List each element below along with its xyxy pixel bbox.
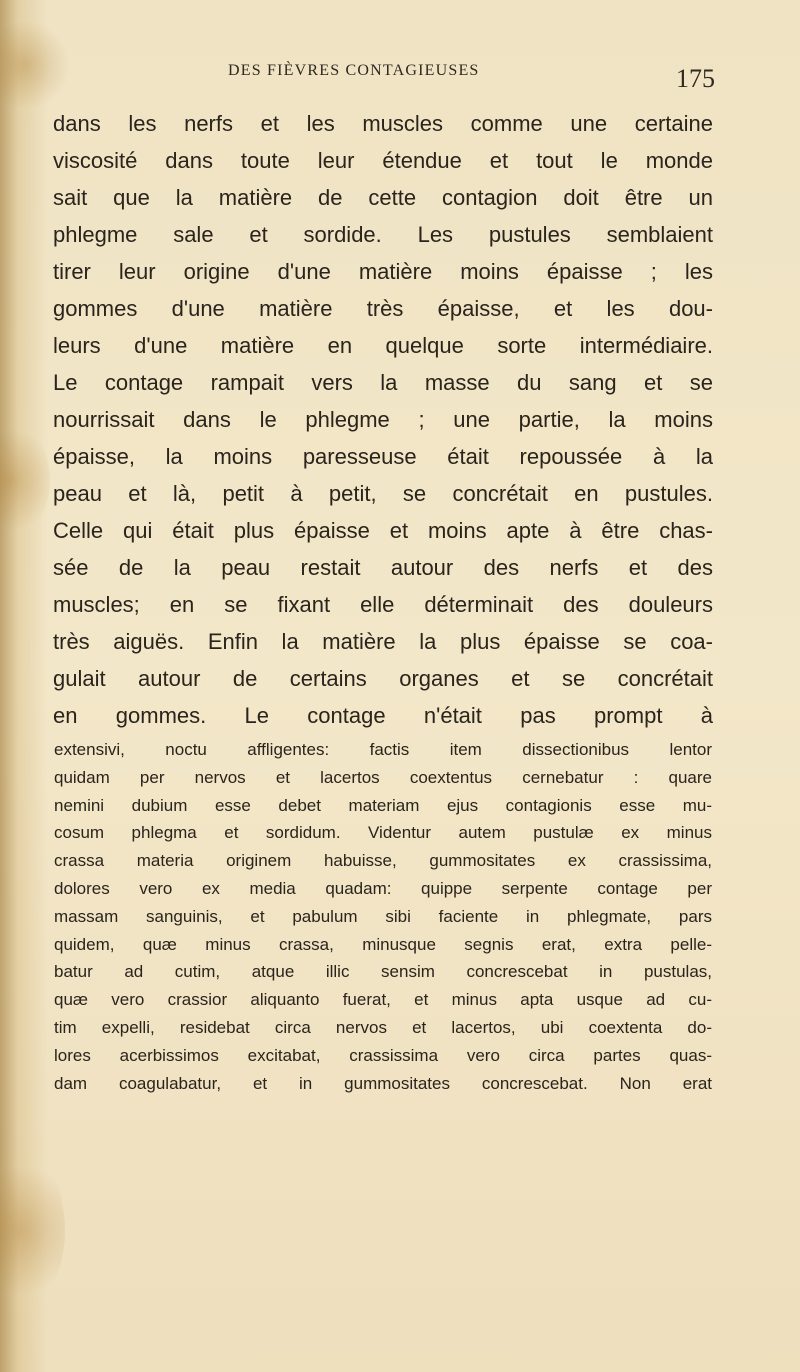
text-line: dans les nerfs et les muscles comme une certaine xyxy=(53,111,713,136)
running-title: DES FIÈVRES CONTAGIEUSES xyxy=(228,62,480,79)
latin-footnote xyxy=(54,736,712,1097)
paper-stain xyxy=(0,20,70,110)
text-line: épaisse, la moins paresseuse était repoussée à la xyxy=(53,444,713,469)
text-line: Celle qui était plus épaisse et moins apte à être chas- xyxy=(53,518,713,543)
text-line: nourrissait dans le phlegme ; une partie, la moins xyxy=(53,407,713,432)
text-line: extensivi, noctu affligentes: factis item dissectionibus lentor xyxy=(54,740,712,759)
text-line: quidam per nervos et lacertos coextentus cernebatur : quare xyxy=(54,767,712,787)
text-line: batur ad cutim, atque illic sensim concrescebat in pustulas, xyxy=(54,962,712,982)
french-paragraph xyxy=(53,105,713,734)
text-line: peau et là, petit à petit, se concrétait en pustules. xyxy=(53,481,713,506)
text-line: leurs d'une matière en quelque sorte intermédiaire. xyxy=(53,333,713,358)
text-line: massam sanguinis, et pabulum sibi faciente in phlegmate, pars xyxy=(54,906,712,926)
text-line: quidem, quæ minus crassa, minusque segnis erat, extra pelle- xyxy=(54,934,712,954)
text-line: sait que la matière de cette contagion doit être un xyxy=(53,185,713,210)
text-line: sée de la peau restait autour des nerfs et des xyxy=(53,555,713,580)
text-line: tim expelli, residebat circa nervos et lacertos, ubi coextenta do- xyxy=(54,1017,712,1037)
text-line: dolores vero ex media quadam: quippe serpente contage per xyxy=(54,878,712,898)
text-line: cosum phlegma et sordidum. Videntur autem pustulæ ex minus xyxy=(54,823,712,843)
text-line: nemini dubium esse debet materiam ejus contagionis esse mu- xyxy=(54,795,712,815)
paper-stain xyxy=(0,420,50,540)
text-line: crassa materia originem habuisse, gummositates ex crassissima, xyxy=(54,851,712,871)
page-number: 175 xyxy=(676,64,715,93)
text-line: en gommes. Le contage n'était pas prompt à xyxy=(53,703,713,728)
text-line: très aiguës. Enfin la matière la plus épaisse se coa- xyxy=(53,629,713,654)
text-line: quæ vero crassior aliquanto fuerat, et minus apta usque ad cu- xyxy=(54,990,712,1010)
text-line: phlegme sale et sordide. Les pustules semblaient xyxy=(53,222,713,247)
text-line: Le contage rampait vers la masse du sang et se xyxy=(53,370,713,395)
text-line: lores acerbissimos excitabat, crassissima vero circa partes quas- xyxy=(54,1045,712,1065)
text-line: tirer leur origine d'une matière moins épaisse ; les xyxy=(53,259,713,284)
text-line: gommes d'une matière très épaisse, et les dou- xyxy=(53,296,713,321)
text-line: viscosité dans toute leur étendue et tout le monde xyxy=(53,148,713,173)
text-line: gulait autour de certains organes et se concrétait xyxy=(53,666,713,691)
text-line: muscles; en se fixant elle déterminait des douleurs xyxy=(53,592,713,617)
text-line: dam coagulabatur, et in gummositates concrescebat. Non erat xyxy=(54,1073,712,1093)
paper-stain xyxy=(0,1150,65,1310)
